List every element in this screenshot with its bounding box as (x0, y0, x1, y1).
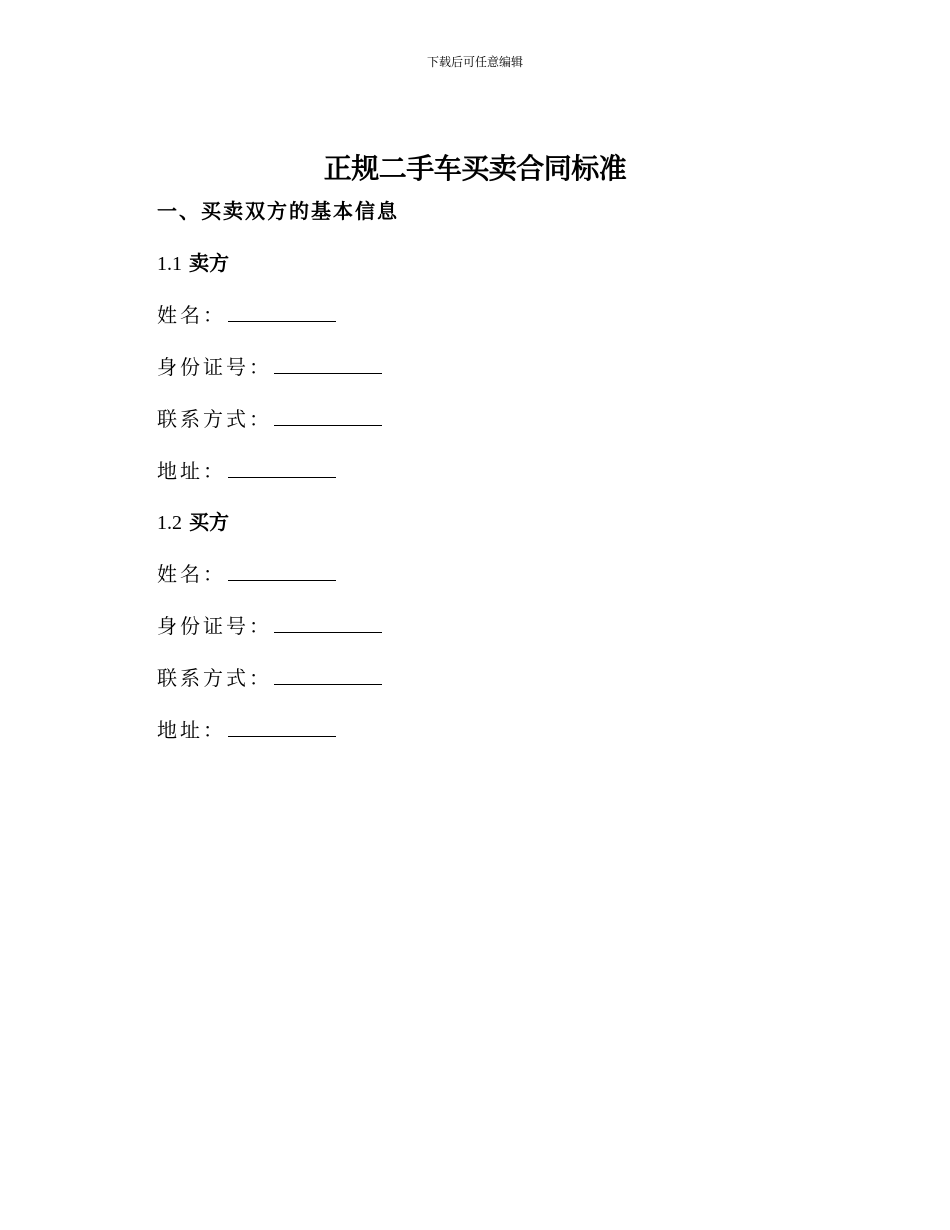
buyer-id-label: 身份证号： (157, 614, 272, 638)
buyer-address-label: 地址： (157, 718, 226, 742)
buyer-contact-blank[interactable] (274, 664, 382, 685)
seller-name-label: 姓名： (157, 303, 226, 327)
buyer-name-row (157, 560, 336, 588)
seller-id-blank[interactable] (274, 353, 382, 374)
seller-heading (157, 249, 229, 278)
seller-contact-label: 联系方式： (157, 407, 272, 431)
buyer-name-blank[interactable] (228, 560, 336, 581)
seller-contact-blank[interactable] (274, 405, 382, 426)
seller-heading-label: 卖方 (188, 251, 229, 275)
seller-name-blank[interactable] (228, 301, 336, 322)
buyer-contact-row (157, 664, 382, 692)
seller-address-blank[interactable] (228, 457, 336, 478)
section-heading-parties: 一、买卖双方的基本信息 (157, 199, 399, 223)
buyer-address-row (157, 716, 336, 744)
buyer-heading (157, 508, 229, 537)
page-header: 下载后可任意编辑 (426, 55, 523, 69)
document-title: 正规二手车买卖合同标准 (323, 152, 627, 185)
seller-contact-row (157, 405, 382, 433)
buyer-id-blank[interactable] (274, 612, 382, 633)
buyer-heading-label: 买方 (188, 510, 229, 534)
seller-id-label: 身份证号： (157, 355, 272, 379)
buyer-id-row (157, 612, 382, 640)
seller-name-row (157, 301, 336, 329)
seller-address-label: 地址： (157, 459, 226, 483)
buyer-address-blank[interactable] (228, 716, 336, 737)
seller-heading-number: 1.1 (157, 253, 182, 275)
seller-address-row (157, 457, 336, 485)
buyer-contact-label: 联系方式： (157, 666, 272, 690)
buyer-name-label: 姓名： (157, 562, 226, 586)
seller-id-row (157, 353, 382, 381)
buyer-heading-number: 1.2 (157, 512, 182, 534)
